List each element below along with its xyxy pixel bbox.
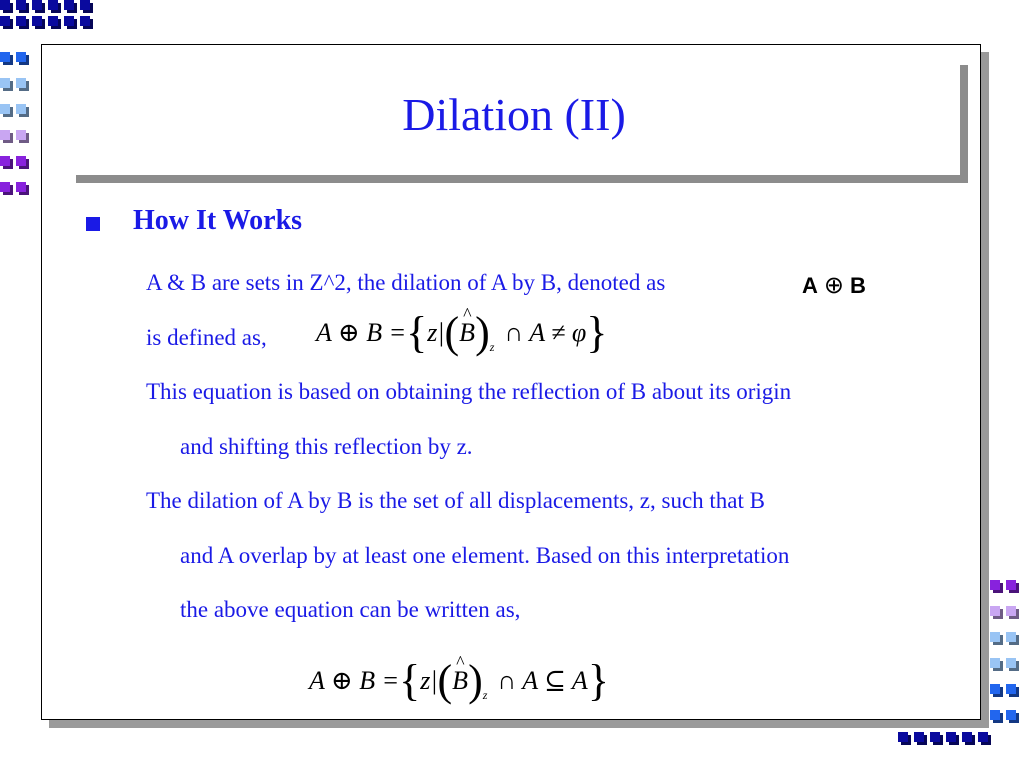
decorative-square <box>1006 580 1016 590</box>
decorative-square <box>0 52 10 62</box>
equation-1-close-paren: ) <box>475 308 490 357</box>
decorative-squares-left-column <box>0 52 26 192</box>
decorative-square <box>0 182 10 192</box>
decorative-square <box>1006 658 1016 668</box>
decorative-square <box>962 732 972 742</box>
decorative-square <box>16 16 26 26</box>
equation-2-rest: ∩ A ⊆ A <box>497 666 588 695</box>
equation-2-close-brace: } <box>587 656 609 705</box>
text-line-2: is defined as, <box>146 325 267 350</box>
decorative-square <box>898 732 908 742</box>
decorative-square <box>0 130 10 140</box>
equation-1-subscript: z <box>489 339 495 354</box>
equation-2 <box>309 656 609 705</box>
decorative-square <box>16 182 26 192</box>
text-line-1: A & B are sets in Z^2, the dilation of A by B, denoted as <box>146 270 666 295</box>
decorative-square <box>16 130 26 140</box>
decorative-square <box>0 156 10 166</box>
decorative-square <box>978 732 988 742</box>
decorative-square <box>990 580 1000 590</box>
decorative-square <box>48 0 58 10</box>
decorative-square <box>990 684 1000 694</box>
equation-2-open-brace: { <box>399 656 421 705</box>
text-line-5: The dilation of A by B is the set of all displacements, z, such that B <box>146 488 765 513</box>
equation-1-rest: ∩ A ≠ φ <box>504 318 587 347</box>
decorative-square <box>16 156 26 166</box>
equation-2-close-paren: ) <box>468 656 483 705</box>
equation-2-open-paren: ( <box>437 656 453 705</box>
oplus-symbol: ⊕ <box>823 272 844 299</box>
decorative-square <box>0 16 10 26</box>
decorative-square <box>48 16 58 26</box>
equation-1-open-brace: { <box>406 308 428 357</box>
equation-1 <box>316 308 608 357</box>
equation-1-open-paren: ( <box>444 308 460 357</box>
bullet-square-icon <box>86 217 100 231</box>
decorative-square <box>32 0 42 10</box>
decorative-square <box>990 658 1000 668</box>
decorative-square <box>16 104 26 114</box>
slide-frame <box>41 44 981 720</box>
decorative-square <box>1006 606 1016 616</box>
decorative-square <box>16 52 26 62</box>
decorative-square <box>32 16 42 26</box>
text-line-4: and shifting this reflection by z. <box>180 434 473 459</box>
decorative-square <box>0 78 10 88</box>
equation-1-b-hat: ^ B <box>459 318 475 348</box>
decorative-squares-right-column <box>990 580 1016 720</box>
decorative-square <box>946 732 956 742</box>
notation-a: A <box>802 273 818 298</box>
equation-2-b-hat: ^ B <box>452 666 468 696</box>
equation-1-close-brace: } <box>586 308 608 357</box>
decorative-square <box>16 78 26 88</box>
decorative-square <box>914 732 924 742</box>
equation-2-z: z| <box>420 666 438 695</box>
equation-1-z: z| <box>427 318 445 347</box>
slide-title: Dilation (II) <box>402 88 626 140</box>
decorative-square <box>990 606 1000 616</box>
notation-b: B <box>850 273 866 298</box>
decorative-squares-top-left <box>0 0 90 26</box>
equation-2-lhs: A ⊕ B = <box>309 666 400 695</box>
decorative-square <box>16 0 26 10</box>
title-box <box>68 57 960 175</box>
decorative-square <box>64 16 74 26</box>
text-line-6: and A overlap by at least one element. Based on this interpretation <box>180 543 790 568</box>
equation-2-subscript: z <box>482 687 488 702</box>
dilation-notation <box>802 271 866 300</box>
decorative-square <box>0 0 10 10</box>
section-heading: How It Works <box>133 205 303 236</box>
decorative-square <box>80 16 90 26</box>
decorative-square <box>1006 684 1016 694</box>
decorative-square <box>1006 632 1016 642</box>
decorative-square <box>80 0 90 10</box>
decorative-square <box>1006 710 1016 720</box>
text-line-7: the above equation can be written as, <box>180 597 521 622</box>
equation-1-lhs: A ⊕ B = <box>316 318 407 347</box>
decorative-square <box>990 710 1000 720</box>
text-line-3: This equation is based on obtaining the reflection of B about its origin <box>146 379 792 404</box>
decorative-square <box>64 0 74 10</box>
decorative-square <box>930 732 940 742</box>
decorative-square <box>0 104 10 114</box>
decorative-squares-bottom-right <box>898 732 988 742</box>
decorative-square <box>990 632 1000 642</box>
